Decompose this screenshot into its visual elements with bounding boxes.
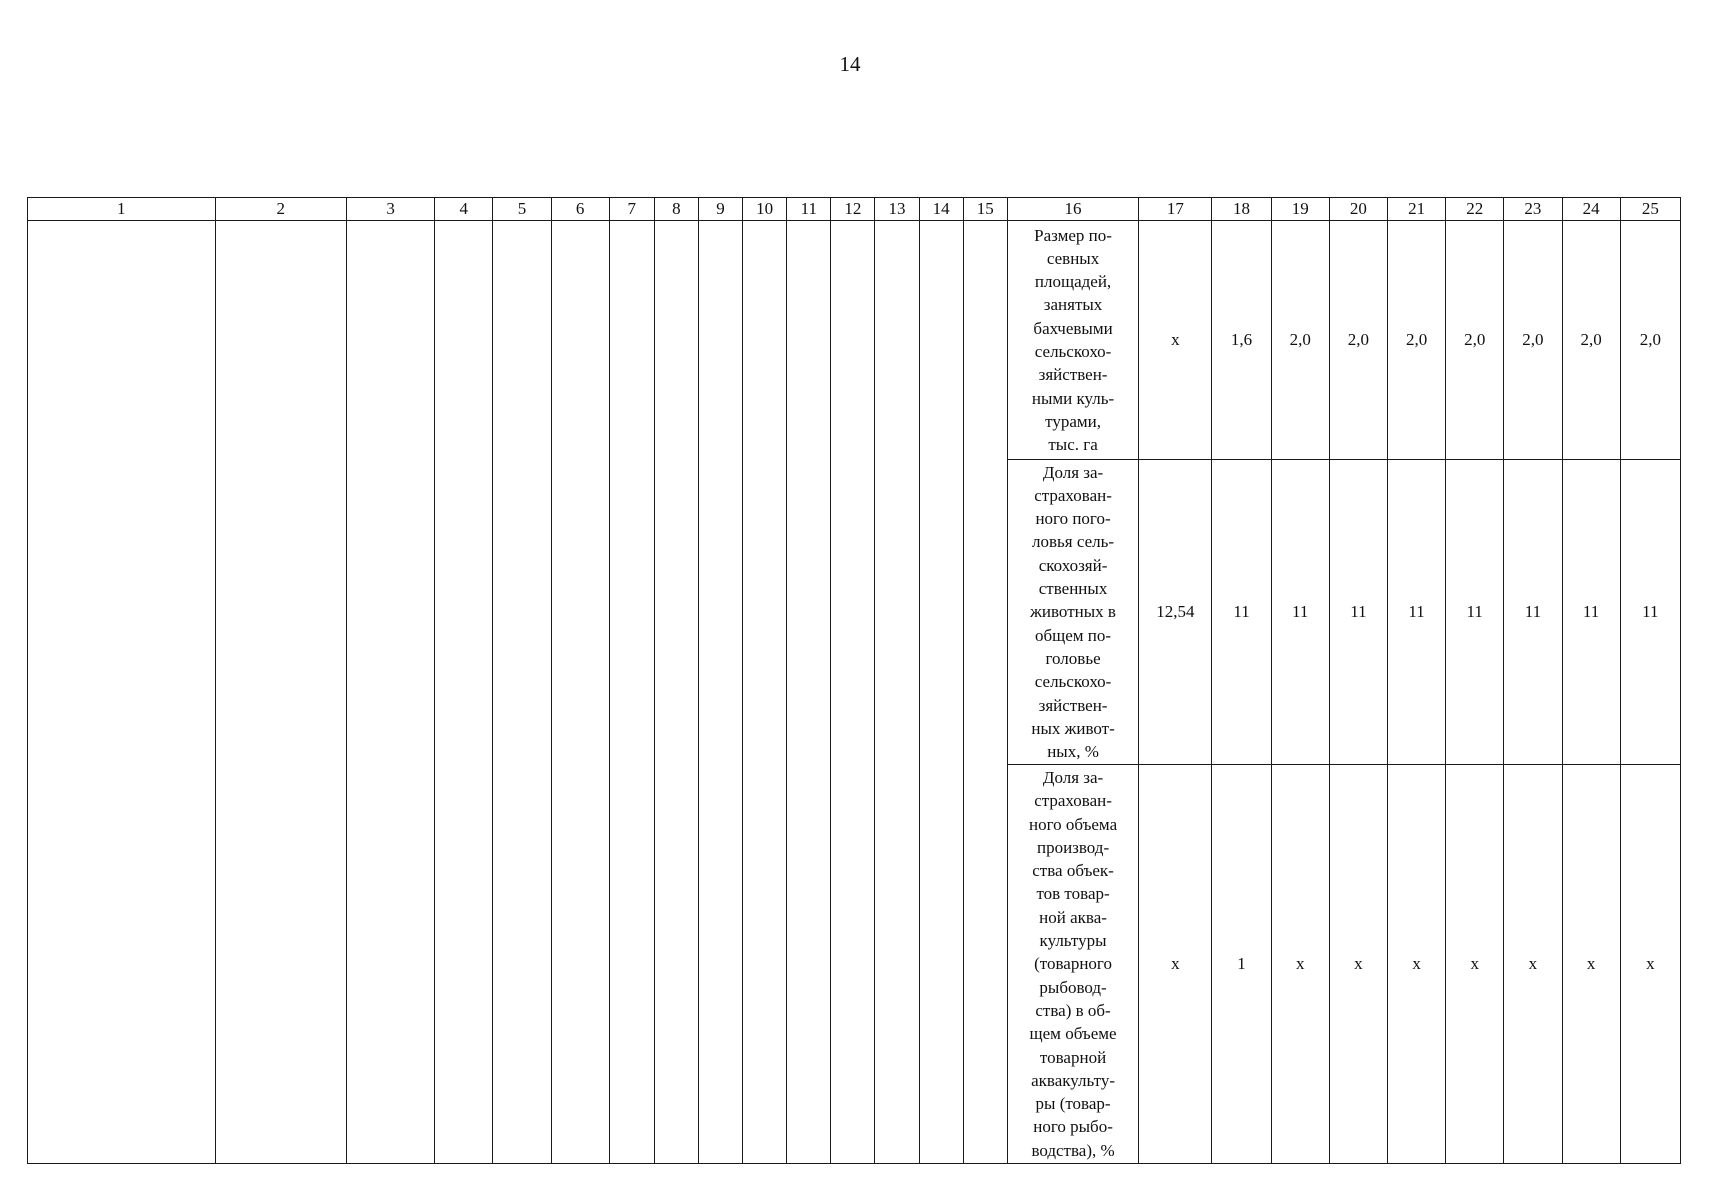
value-cell: 11	[1620, 460, 1680, 765]
page-number: 14	[839, 52, 861, 76]
empty-cell	[493, 221, 551, 1164]
indicator-line: ных живот-	[1031, 718, 1115, 738]
column-number: 22	[1446, 198, 1504, 221]
column-number: 2	[215, 198, 346, 221]
indicator-line: ловья сель-	[1032, 532, 1115, 552]
empty-cell	[875, 221, 919, 1164]
column-number: 6	[551, 198, 609, 221]
indicator-line: тов товар-	[1036, 884, 1110, 904]
indicator-line: Размер по-	[1034, 225, 1112, 245]
indicator-cell	[1007, 765, 1138, 1164]
indicator-line: ственных	[1038, 579, 1108, 599]
value-cell: 11	[1504, 460, 1562, 765]
column-number: 3	[346, 198, 434, 221]
column-number: 25	[1620, 198, 1680, 221]
value-cell: 11	[1562, 460, 1620, 765]
value-cell: 2,0	[1329, 221, 1387, 460]
empty-cell	[346, 221, 434, 1164]
value-cell: 2,0	[1271, 221, 1329, 460]
indicator-line: ного рыбо-	[1033, 1117, 1113, 1137]
indicator-line: Доля за-	[1042, 767, 1104, 787]
indicator-line: товарной	[1039, 1047, 1107, 1067]
value-cell: x	[1387, 765, 1445, 1164]
value-cell: 2,0	[1446, 221, 1504, 460]
indicator-line: зяйствен-	[1038, 365, 1108, 385]
value-cell: 1	[1212, 765, 1271, 1164]
value-cell: 11	[1271, 460, 1329, 765]
indicator-line: тыс. га	[1048, 435, 1098, 455]
data-table	[27, 197, 1681, 1164]
column-number: 21	[1387, 198, 1445, 221]
column-number: 15	[963, 198, 1007, 221]
indicator-line: культуры	[1039, 931, 1107, 951]
column-number: 11	[787, 198, 831, 221]
empty-cell	[743, 221, 787, 1164]
indicator-line: ных, %	[1047, 742, 1099, 762]
indicator-line: страхован-	[1034, 791, 1112, 811]
value-cell: x	[1620, 765, 1680, 1164]
indicator-line: ными куль-	[1031, 388, 1115, 408]
indicator-line: животных в	[1030, 602, 1116, 622]
indicator-line: головье	[1045, 648, 1101, 668]
empty-cell	[215, 221, 346, 1164]
indicator-line: площадей,	[1034, 272, 1112, 292]
empty-cell	[435, 221, 493, 1164]
empty-cell	[654, 221, 698, 1164]
column-number: 4	[435, 198, 493, 221]
column-number: 1	[28, 198, 216, 221]
column-number: 9	[698, 198, 742, 221]
column-number: 13	[875, 198, 919, 221]
value-cell: x	[1139, 765, 1212, 1164]
indicator-line: ной аква-	[1039, 907, 1107, 927]
value-cell: x	[1504, 765, 1562, 1164]
table-row	[28, 221, 1681, 460]
indicator-line: сельскохо-	[1034, 672, 1112, 692]
empty-cell	[787, 221, 831, 1164]
value-cell: 2,0	[1620, 221, 1680, 460]
indicator-line: щем объеме	[1029, 1024, 1117, 1044]
indicator-line: рыбовод-	[1039, 977, 1107, 997]
indicator-line: (товарного	[1034, 954, 1112, 974]
indicator-line: ства объек-	[1032, 861, 1114, 881]
column-number: 17	[1139, 198, 1212, 221]
indicator-line: бахчевыми	[1033, 318, 1113, 338]
column-number: 24	[1562, 198, 1620, 221]
empty-cell	[28, 221, 216, 1164]
indicator-line: производ-	[1036, 837, 1110, 857]
indicator-line: водства), %	[1031, 1140, 1115, 1160]
value-cell: 11	[1329, 460, 1387, 765]
empty-cell	[609, 221, 654, 1164]
indicator-cell	[1007, 221, 1138, 460]
empty-cell	[551, 221, 609, 1164]
indicator-cell	[1007, 460, 1138, 765]
column-number: 23	[1504, 198, 1562, 221]
column-number: 19	[1271, 198, 1329, 221]
indicator-line: ного объема	[1028, 814, 1118, 834]
indicator-line: ры (товар-	[1035, 1094, 1111, 1114]
column-number: 7	[609, 198, 654, 221]
value-cell: 11	[1387, 460, 1445, 765]
value-cell: x	[1271, 765, 1329, 1164]
value-cell: x	[1562, 765, 1620, 1164]
value-cell: x	[1446, 765, 1504, 1164]
column-number: 8	[654, 198, 698, 221]
indicator-line: ного пого-	[1035, 509, 1111, 529]
value-cell: 2,0	[1387, 221, 1445, 460]
empty-cell	[831, 221, 875, 1164]
indicator-line: зяйствен-	[1038, 695, 1108, 715]
column-number: 10	[743, 198, 787, 221]
indicator-line: занятых	[1043, 295, 1103, 315]
empty-cell	[963, 221, 1007, 1164]
column-number: 18	[1212, 198, 1271, 221]
empty-cell	[698, 221, 742, 1164]
column-number: 5	[493, 198, 551, 221]
indicator-line: страхован-	[1034, 485, 1112, 505]
value-cell: 11	[1212, 460, 1271, 765]
indicator-line: Доля за-	[1042, 462, 1104, 482]
value-cell: x	[1139, 221, 1212, 460]
empty-cell	[919, 221, 963, 1164]
indicator-line: турами,	[1045, 411, 1101, 431]
indicator-line: севных	[1046, 248, 1100, 268]
value-cell: 11	[1446, 460, 1504, 765]
indicator-line: ства) в об-	[1035, 1000, 1111, 1020]
indicator-line: скохозяй-	[1038, 555, 1108, 575]
indicator-line: общем по-	[1035, 625, 1112, 645]
value-cell: 1,6	[1212, 221, 1271, 460]
column-number: 20	[1329, 198, 1387, 221]
value-cell: 12,54	[1139, 460, 1212, 765]
column-number: 12	[831, 198, 875, 221]
column-number: 14	[919, 198, 963, 221]
value-cell: x	[1329, 765, 1387, 1164]
indicator-line: сельскохо-	[1034, 342, 1112, 361]
column-number: 16	[1007, 198, 1138, 221]
indicator-line: аквакульту-	[1031, 1070, 1115, 1090]
value-cell: 2,0	[1504, 221, 1562, 460]
value-cell: 2,0	[1562, 221, 1620, 460]
column-number-row	[28, 198, 1681, 221]
